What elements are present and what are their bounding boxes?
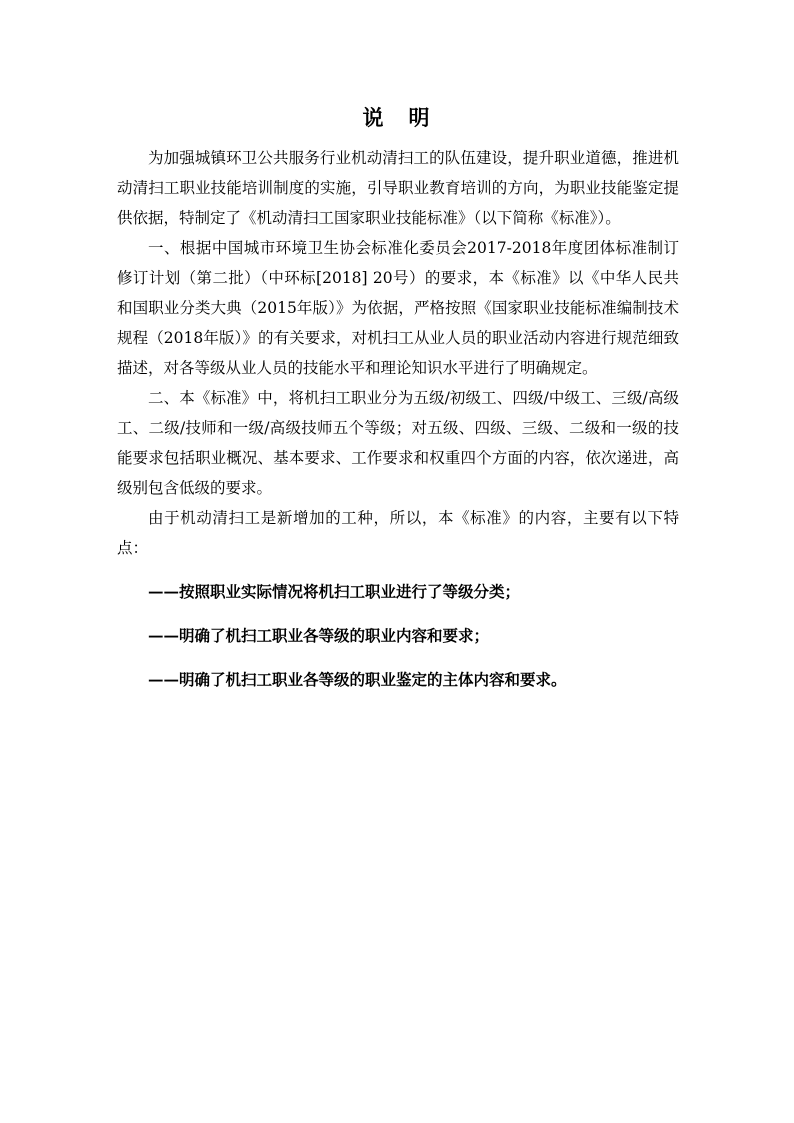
document-body bbox=[117, 143, 679, 702]
paragraph-levels: 二、本《标准》中，将机扫工职业分为五级/初级工、四级/中级工、三级/高级工、二级/技师和一级/高级技师五个等级；对五级、四级、三级、二级和一级的技能要求包括职业概况、基本要求、工作要求和权重四个方面的内容，依次递进，高级别包含低级的要求。 bbox=[117, 389, 679, 497]
page-title: 说 明 bbox=[362, 105, 432, 130]
paragraph-basis: 一、根据中国城市环境卫生协会标准化委员会2017-2018年度团体标准制订修订计划（第二批）（中环标[2018] 20号）的要求，本《标准》以《中华人民共和国职业分类大典（2015年版）》为依据，严格按照《国家职业技能标准编制技术规程（2018年版）》的有关要求，对机扫工从业人员的职业活动内容进行规范细致描述，对各等级从业人员的技能水平和理论知识水平进行了明确规定。 bbox=[117, 239, 679, 377]
paragraph-features-intro: 由于机动清扫工是新增加的工种，所以，本《标准》的内容，主要有以下特点： bbox=[117, 509, 679, 557]
feature-point-classification: ——按照职业实际情况将机扫工职业进行了等级分类； bbox=[148, 582, 521, 601]
paragraph-intro: 为加强城镇环卫公共服务行业机动清扫工的队伍建设，提升职业道德，推进机动清扫工职业技能培训制度的实施，引导职业教育培训的方向，为职业技能鉴定提供依据，特制定了《机动清扫工国家职业技能标准》（以下简称《标准》）。 bbox=[117, 149, 679, 227]
feature-point-assessment: ——明确了机扫工职业各等级的职业鉴定的主体内容和要求。 bbox=[148, 670, 567, 689]
feature-point-content: ——明确了机扫工职业各等级的职业内容和要求； bbox=[148, 626, 490, 645]
